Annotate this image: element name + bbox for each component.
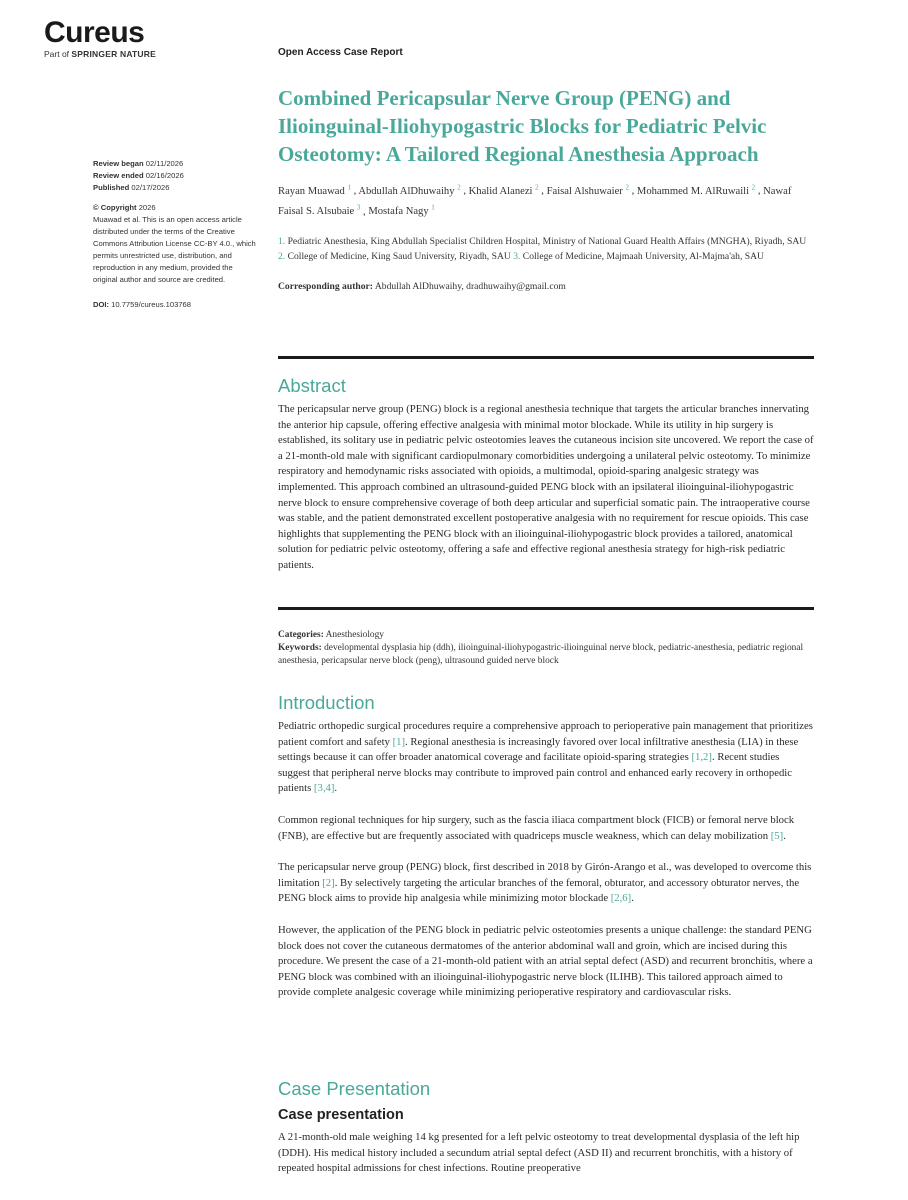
citation-link[interactable]: [2] bbox=[322, 876, 335, 889]
author-name[interactable]: Abdullah AlDhuwaihy $^2$ bbox=[358, 183, 461, 197]
author-name[interactable]: Khalid Alanezi $^2$ bbox=[468, 183, 539, 197]
keywords: Keywords: developmental dysplasia hip (ddh), ilioinguinal-iliohypogastric-ilioinguinal nerve block, pediatric-anesthesia, pediatric regional anesthesia, pericapsular nerve block (peng), ultrasound guided nerve block bbox=[278, 643, 804, 666]
divider bbox=[278, 356, 814, 359]
doi[interactable]: DOI: 10.7759/cureus.103768 bbox=[93, 300, 191, 309]
citation-link[interactable]: [1] bbox=[392, 735, 406, 748]
abstract-text: The pericapsular nerve group (PENG) block is a regional anesthesia technique that targets the articular branches innervating the anterior hip capsule, offering effective analgesia with minimal motor blockade. While its utility in hip surgery is established, its solitary use in pediatric pelvic osteotomies leaves the cutaneous incision site uncovered. We report the case of a 21-month-old male with significant cardiopulmonary comorbidities undergoing a unilateral pelvic osteotomy. To minimize respiratory and hemodynamic risks associated with opioids, a multimodal, opioid-sparing analgesic strategy was implemented. This approach combined an ultrasound-guided PENG block with an ipsilateral ilioinguinal-iliohypogastric nerve block to ensure comprehensive coverage of both deep articular and superficial somatic pain. The intraoperative course was stable, and the patient demonstrated excellent postoperative analgesia with no requirement for rescue opioids. This case highlights that supplementing the PENG block with an ilioinguinal-iliohypogastric block provides a tailored, anatomical solution for pediatric pelvic osteotomy, offering a safe and effective regional anesthesia strategy for high-risk pediatric patients. bbox=[278, 403, 814, 571]
affiliation-number: 3. bbox=[513, 251, 523, 263]
affiliation-marker: 2 bbox=[625, 183, 629, 191]
affiliations bbox=[278, 234, 814, 264]
affiliation-marker: 2 bbox=[535, 183, 539, 191]
affiliation-marker: 3 bbox=[356, 203, 361, 212]
case-section bbox=[278, 1078, 814, 1177]
logo-subtitle: Part of SPRINGER NATURE bbox=[44, 49, 156, 59]
affiliation-number: 2. bbox=[278, 251, 288, 263]
author-name[interactable]: Faisal Alshuwaier $^2$ bbox=[546, 183, 629, 197]
copyright: © Copyright 2026 bbox=[93, 203, 156, 212]
author-name[interactable]: Rayan Muawad $^1$ bbox=[278, 183, 351, 197]
affiliation-marker: 2 bbox=[751, 183, 756, 191]
article-header bbox=[278, 84, 814, 294]
abstract-heading: Abstract bbox=[278, 375, 346, 396]
divider bbox=[278, 607, 814, 610]
intro-paragraph-1: Pediatric orthopedic surgical procedures require a comprehensive approach to perioperative pain management that prioritizes patient comfort and safety [1]. Regional anesthesia is increasingly favored over local infiltrative anesthesia (LIA) in these settings because it can offer broader anatomical coverage and facilitate opioid-sparing strategies [1,2]. Recent studies suggest that peripheral nerve blocks may contribute to improved pain control and enhanced early recovery in orthopedic patients [3,4]. bbox=[278, 720, 813, 795]
categories-keywords bbox=[278, 629, 814, 668]
author-name[interactable]: Mohammed M. AlRuwaili $^2$ bbox=[636, 183, 756, 197]
citation-link[interactable]: [1,2] bbox=[691, 751, 712, 764]
article-title: Combined Pericapsular Nerve Group (PENG) and Ilioinguinal-Iliohypogastric Blocks for Pediatric Pelvic Osteotomy: A Tailored Regional Anesthesia Approach bbox=[278, 86, 767, 166]
categories: Categories: Anesthesiology bbox=[278, 630, 384, 640]
affiliation-marker: 1 bbox=[347, 183, 351, 191]
author-name[interactable]: Mostafa Nagy $^1$ bbox=[368, 203, 435, 218]
intro-paragraph-4: However, the application of the PENG block in pediatric pelvic osteotomies presents a unique challenge: the standard PENG block does not cover the cutaneous dermatomes of the anterior abdominal wall and groin, which are incised during this procedure. We present the case of a 21-month-old patient with an atrial septal defect (ASD) and recurrent bronchitis, where a PENG block was combined with an ilioinguinal-iliohypogastric nerve block (ILIHB). This tailored approach aimed to provide complete analgesic coverage while minimizing perioperative respiratory and cardiovascular risks. bbox=[278, 923, 813, 999]
license-text: Muawad et al. This is an open access article distributed under the terms of the Creative Commons Attribution License CC-BY 4.0., which permits unrestricted use, distribution, and reproduction in any medium, provided the original author and source are credited. bbox=[93, 215, 256, 284]
citation-link[interactable]: [5] bbox=[770, 829, 784, 842]
introduction-heading: Introduction bbox=[278, 692, 375, 713]
affiliation-text: College of Medicine, Majmaah University, Al-Majma'ah, SAU bbox=[522, 251, 764, 263]
article-type: Open Access Case Report bbox=[278, 47, 403, 58]
affiliation-marker: 2 bbox=[457, 183, 461, 191]
case-subheading: Case presentation bbox=[278, 1107, 404, 1123]
author-name[interactable]: Nawaf Faisal S. Alsubaie $^3$ bbox=[278, 185, 792, 218]
review-began: Review began 02/11/2026 bbox=[93, 159, 184, 168]
corresponding-author: Corresponding author: Abdullah AlDhuwaihy, dradhuwaihy@gmail.com bbox=[278, 281, 566, 293]
citation-link[interactable]: [2,6] bbox=[610, 892, 632, 905]
author-list: Rayan Muawad $^1$ , Abdullah AlDhuwaihy $^2$ , Khalid Alanezi $^2$ , Faisal Alshuwaier $^2$ , Mohammed M. AlRuwaili $^2$ , Nawaf Faisal S. Alsubaie $^3$ , Mostafa Nagy $^1$ bbox=[278, 183, 792, 218]
published-date: Published 02/17/2026 bbox=[93, 183, 170, 192]
article-sidebar bbox=[93, 158, 258, 311]
journal-logo[interactable] bbox=[44, 18, 156, 59]
logo-wordmark: Cureus bbox=[44, 16, 145, 49]
introduction-section bbox=[278, 692, 814, 1001]
affiliation-text: Pediatric Anesthesia, King Abdullah Specialist Children Hospital, Ministry of National Guard Health Affairs (MNGHA), Riyadh, SAU bbox=[287, 236, 807, 248]
citation-link[interactable]: [3,4] bbox=[313, 782, 335, 795]
affiliation-number: 1. bbox=[278, 236, 288, 248]
case-paragraph-1: A 21-month-old male weighing 14 kg presented for a left pelvic osteotomy to treat developmental dysplasia of the left hip (DDH). His medical history included a secundum atrial septal defect (ASD II) and recurrent bronchitis, with a history of repeated hospital admissions for chest infections. Routine preoperative bbox=[278, 1131, 800, 1175]
affiliation-marker: 1 bbox=[431, 203, 435, 212]
affiliation-text: College of Medicine, King Saud University, Riyadh, SAU bbox=[287, 251, 514, 263]
review-ended: Review ended 02/16/2026 bbox=[93, 171, 184, 180]
intro-paragraph-3: The pericapsular nerve group (PENG) block, first described in 2018 by Girón-Arango et al., was developed to overcome this limitation [2]. By selectively targeting the articular branches of the femoral, obturator, and accessory obturator nerves, the PENG block aims to provide hip analgesia while minimizing motor blockade [2,6]. bbox=[278, 861, 812, 905]
case-heading: Case Presentation bbox=[278, 1078, 431, 1099]
abstract-section bbox=[278, 375, 814, 574]
intro-paragraph-2: Common regional techniques for hip surgery, such as the fascia iliaca compartment block (FICB) or femoral nerve block (FNB), are effective but are frequently associated with quadriceps muscle weakness, which can delay mobilization [5]. bbox=[278, 813, 795, 842]
